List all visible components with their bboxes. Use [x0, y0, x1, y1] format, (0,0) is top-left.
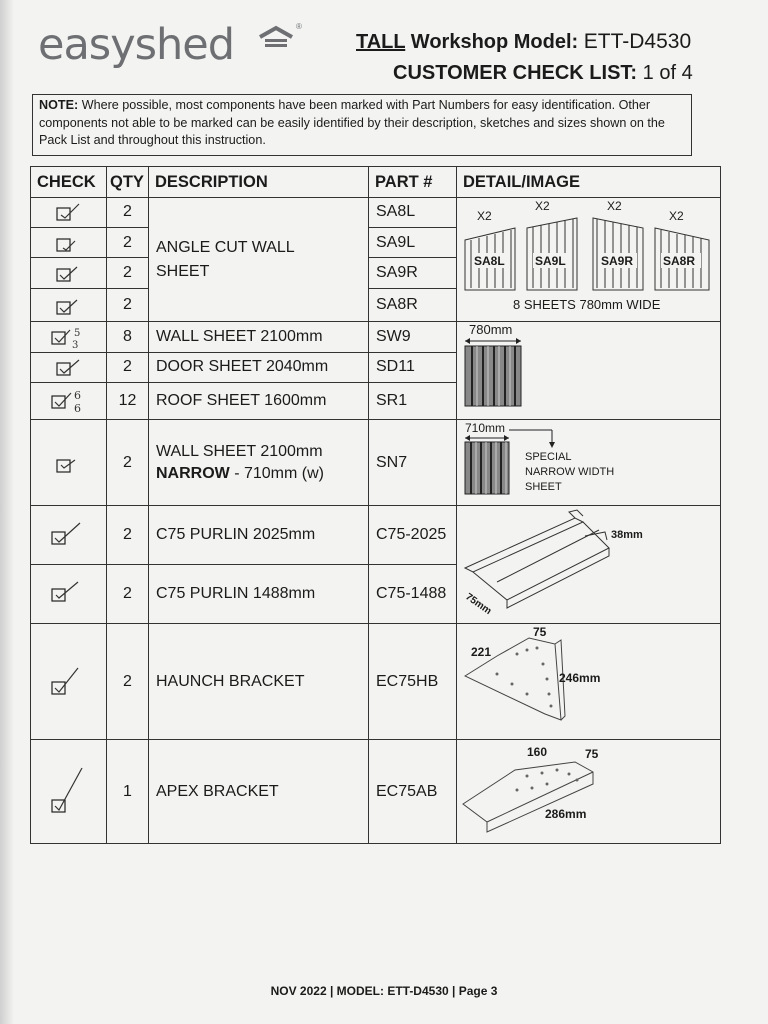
table-row: [31, 624, 721, 740]
wall-width-label: 780mm: [469, 322, 513, 337]
narrow-width-label: 710mm: [465, 421, 506, 435]
checkbox[interactable]: [31, 322, 107, 353]
part-cell: SA9R: [369, 258, 457, 289]
checkbox[interactable]: [31, 420, 107, 506]
table-row: [31, 740, 721, 844]
mult-4: X2: [669, 209, 684, 223]
apex-bracket-detail: [457, 740, 721, 844]
checkbox[interactable]: [31, 740, 107, 844]
qty-cell: 2: [107, 289, 149, 322]
svg-text:6: 6: [73, 402, 81, 416]
qty-cell: 2: [107, 198, 149, 228]
checkbox-checked-icon: [44, 520, 94, 550]
checklist-title: [393, 62, 693, 85]
checkbox-checked-icon: [49, 231, 89, 255]
sheet-label-sa8r: SA8R: [663, 254, 696, 268]
title-tall: TALL: [356, 31, 406, 53]
narrow-desc-line1: WALL SHEET 2100mm: [156, 442, 323, 460]
brand-logo: easyshed: [38, 20, 235, 70]
header-detail: DETAIL/IMAGE: [457, 167, 721, 198]
sheet-label-sa9r: SA9R: [601, 254, 634, 268]
haunch-dim-246: 246mm: [559, 671, 601, 685]
table-header-row: [31, 167, 721, 198]
checkbox[interactable]: [31, 289, 107, 322]
note-label: NOTE:: [39, 98, 79, 112]
qty-cell: 8: [107, 322, 149, 353]
mult-2: X2: [535, 199, 550, 213]
checklist-page: 1 of 4: [642, 62, 693, 84]
title-model: ETT-D4530: [583, 30, 692, 53]
description-cell: ROOF SHEET 1600mm: [149, 383, 369, 420]
haunch-bracket-diagram: [457, 624, 719, 734]
purlin-detail: [457, 506, 721, 624]
wall-sheet-detail: [457, 322, 721, 420]
header-description: DESCRIPTION: [149, 167, 369, 198]
sheet-label-sa8l: SA8L: [474, 254, 505, 268]
narrow-note-1: SPECIAL: [525, 451, 572, 463]
angle-cut-sheets-diagram: [457, 198, 719, 316]
apex-dim-75: 75: [585, 747, 599, 761]
checkbox-checked-icon: [49, 261, 89, 285]
narrow-sheet-diagram: [457, 420, 719, 500]
part-cell: SA8L: [369, 198, 457, 228]
part-cell: EC75AB: [369, 740, 457, 844]
checkbox-checked-icon: [44, 762, 94, 822]
checkbox[interactable]: [31, 506, 107, 565]
narrow-note-2: NARROW WIDTH: [525, 466, 615, 478]
part-cell: C75-1488: [369, 565, 457, 624]
part-cell: SD11: [369, 352, 457, 383]
page-footer: NOV 2022 | MODEL: ETT-D4530 | Page 3: [270, 984, 498, 998]
narrow-note-3: SHEET: [525, 481, 562, 493]
checkbox-checked-icon: [49, 355, 89, 379]
table-row: [31, 322, 721, 353]
house-logo-icon: [256, 25, 296, 51]
description-cell: APEX BRACKET: [149, 740, 369, 844]
haunch-dim-221: 221: [471, 645, 492, 659]
apex-bracket-diagram: [457, 740, 719, 838]
sheet-label-sa9l: SA9L: [535, 254, 566, 268]
table-row: [31, 420, 721, 506]
part-cell: SN7: [369, 420, 457, 506]
description-cell: C75 PURLIN 1488mm: [149, 565, 369, 624]
description-cell: [149, 420, 369, 506]
handwritten-count: 5: [73, 327, 80, 339]
c-purlin-diagram: [457, 506, 719, 618]
header-check: CHECK: [31, 167, 107, 198]
apex-dim-160: 160: [527, 745, 548, 759]
checkbox-checked-icon: [44, 662, 94, 702]
qty-cell: 2: [107, 624, 149, 740]
description-cell: DOOR SHEET 2040mm: [149, 352, 369, 383]
note-text: Where possible, most components have been marked with Part Numbers for easy identification. Other components not able to be marked can be easily identified by their description, sketches and sizes shown on the Pack List and throughout this instruction.: [39, 98, 665, 147]
part-cell: SW9: [369, 322, 457, 353]
narrow-desc-bold: NARROW: [156, 464, 230, 482]
parts-checklist-table: [30, 166, 721, 844]
part-cell: SA9L: [369, 227, 457, 258]
page-title: [356, 30, 691, 54]
part-cell: SA8R: [369, 289, 457, 322]
checkbox[interactable]: [31, 227, 107, 258]
qty-cell: 12: [107, 383, 149, 420]
checkbox-checked-icon: [44, 579, 94, 609]
wall-sheet-diagram: [457, 322, 719, 414]
qty-cell: 2: [107, 258, 149, 289]
registered-mark: ®: [296, 22, 302, 31]
qty-cell: 1: [107, 740, 149, 844]
header-qty: QTY: [107, 167, 149, 198]
mult-1: X2: [477, 209, 492, 223]
checkbox[interactable]: [31, 383, 107, 420]
checkbox[interactable]: [31, 565, 107, 624]
purlin-dim-75: 75mm: [463, 591, 494, 618]
title-rest: Workshop Model:: [405, 31, 584, 53]
table-row: [31, 506, 721, 565]
header-part: PART #: [369, 167, 457, 198]
angle-caption: 8 SHEETS 780mm WIDE: [513, 297, 661, 312]
narrow-sheet-detail: [457, 420, 721, 506]
purlin-dim-38: 38mm: [611, 529, 643, 541]
qty-cell: 2: [107, 227, 149, 258]
qty-cell: 2: [107, 565, 149, 624]
scan-edge-shadow: [0, 0, 14, 1024]
checkbox-checked-icon: [49, 451, 89, 475]
table-row: [31, 198, 721, 228]
mult-3: X2: [607, 199, 622, 213]
checkbox-checked-icon: [44, 387, 94, 415]
description-cell: [149, 198, 369, 322]
checkbox-checked-icon: [44, 323, 94, 351]
checkbox-checked-icon: [49, 293, 89, 317]
checkbox[interactable]: [31, 624, 107, 740]
checkbox[interactable]: [31, 258, 107, 289]
description-cell: C75 PURLIN 2025mm: [149, 506, 369, 565]
checkbox[interactable]: [31, 352, 107, 383]
part-cell: SR1: [369, 383, 457, 420]
haunch-dim-75: 75: [533, 625, 547, 639]
checkbox[interactable]: [31, 198, 107, 228]
qty-cell: 2: [107, 420, 149, 506]
note-box: [32, 94, 692, 156]
description-cell: WALL SHEET 2100mm: [149, 322, 369, 353]
handwritten-count: 6: [73, 389, 81, 403]
qty-cell: 2: [107, 352, 149, 383]
checkbox-checked-icon: [49, 200, 89, 224]
angle-cut-desc: ANGLE CUT WALL SHEET: [156, 238, 295, 280]
apex-dim-286: 286mm: [545, 807, 587, 821]
qty-cell: 2: [107, 506, 149, 565]
angle-cut-detail: [457, 198, 721, 322]
narrow-desc-tail: - 710mm (w): [229, 464, 324, 482]
part-cell: EC75HB: [369, 624, 457, 740]
description-cell: HAUNCH BRACKET: [149, 624, 369, 740]
part-cell: C75-2025: [369, 506, 457, 565]
checklist-label: CUSTOMER CHECK LIST:: [393, 62, 638, 84]
svg-text:3: 3: [71, 339, 78, 351]
haunch-bracket-detail: [457, 624, 721, 740]
